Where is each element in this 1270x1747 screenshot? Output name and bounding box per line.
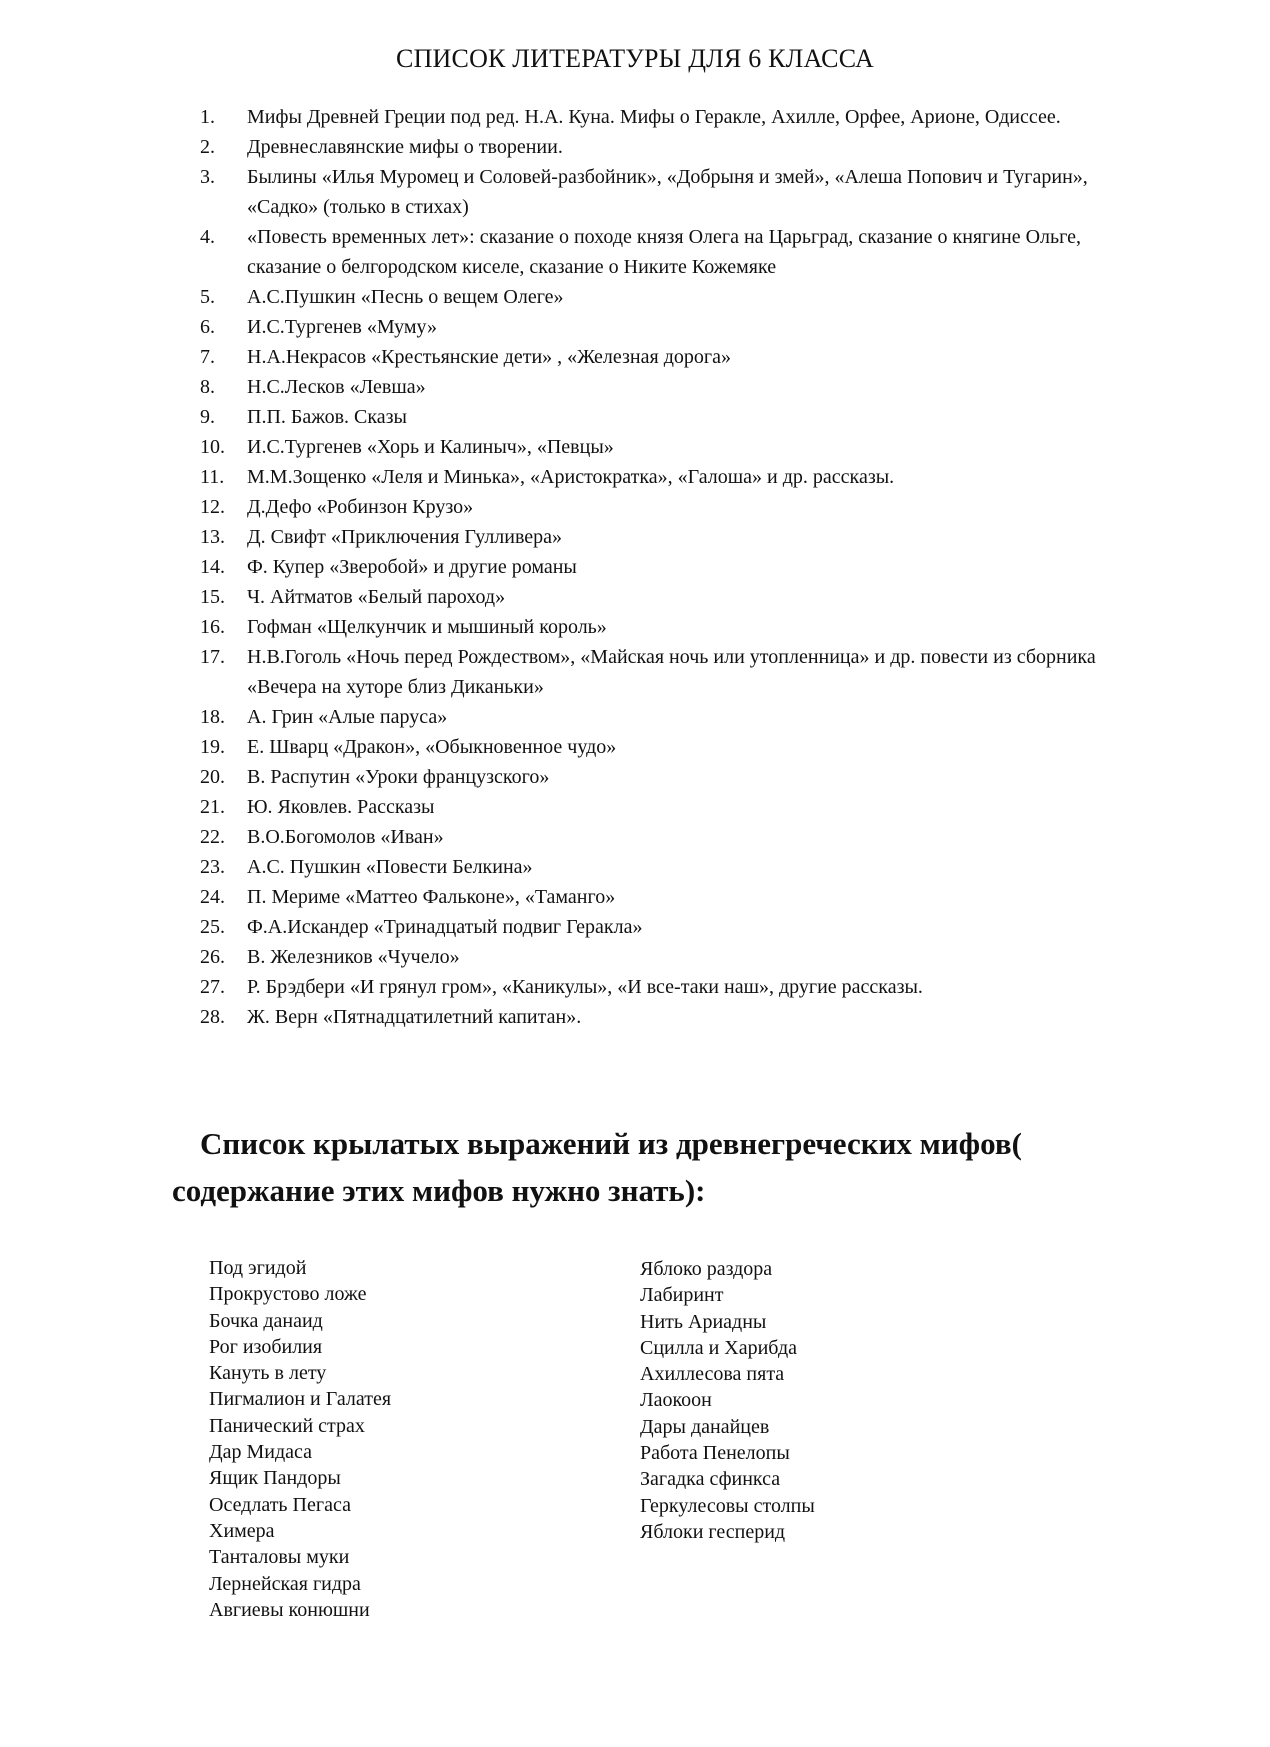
literature-item-text: А. Грин «Алые паруса»	[247, 706, 448, 728]
literature-item	[200, 312, 1160, 342]
literature-item-number: 17.	[200, 646, 225, 668]
idiom-item: Бочка данаид	[209, 1309, 323, 1332]
literature-item-text: Ч. Айтматов «Белый пароход»	[247, 586, 506, 608]
literature-item-text: М.М.Зощенко «Леля и Минька», «Аристократка», «Галоша» и др. рассказы.	[247, 466, 895, 488]
literature-item-number: 21.	[200, 796, 225, 818]
literature-item	[200, 852, 1160, 882]
literature-item	[200, 582, 1160, 612]
literature-item-text: Мифы Древней Греции под ред. Н.А. Куна. Мифы о Геракле, Ахилле, Орфее, Арионе, Одиссее.	[247, 106, 1061, 128]
idioms-list-right	[640, 1256, 1020, 1545]
literature-item	[200, 732, 1160, 762]
literature-item-number: 22.	[200, 826, 225, 848]
literature-item-text: «Повесть временных лет»: сказание о походе князя Олега на Царьград, сказание о княгине Ольге, сказание о белгородском киселе, сказание о Никите Кожемяке	[247, 226, 1081, 278]
literature-item	[200, 282, 1160, 312]
idiom-item: Дары данайцев	[640, 1415, 770, 1438]
literature-item-number: 27.	[200, 976, 225, 998]
idiom-item: Лабиринт	[640, 1284, 724, 1307]
literature-item-number: 26.	[200, 946, 225, 968]
idiom-item: Кануть в лету	[209, 1362, 327, 1385]
literature-item-number: 14.	[200, 556, 225, 578]
literature-item	[200, 372, 1160, 402]
literature-item-number: 5.	[200, 286, 215, 308]
literature-item-number: 23.	[200, 856, 225, 878]
literature-item	[200, 642, 1160, 702]
literature-item-text: Ю. Яковлев. Рассказы	[247, 796, 435, 818]
literature-item-text: Н.В.Гоголь «Ночь перед Рождеством», «Майская ночь или утопленница» и др. повести из сборника «Вечера на хуторе близ Диканьки»	[247, 646, 1096, 698]
idiom-item: Рог изобилия	[209, 1335, 323, 1358]
literature-item	[200, 882, 1160, 912]
literature-item-number: 24.	[200, 886, 225, 908]
literature-item-number: 9.	[200, 406, 215, 428]
literature-item-text: Р. Брэдбери «И грянул гром», «Каникулы», «И все-таки наш», другие рассказы.	[247, 976, 923, 998]
literature-item-number: 7.	[200, 346, 215, 368]
literature-item	[200, 132, 1160, 162]
literature-item-text: В.О.Богомолов «Иван»	[247, 826, 444, 848]
literature-item-number: 11.	[200, 466, 225, 488]
literature-item	[200, 402, 1160, 432]
literature-item	[200, 222, 1160, 282]
idiom-item: Химера	[209, 1519, 275, 1542]
literature-item-text: П. Мериме «Маттео Фальконе», «Таманго»	[247, 886, 616, 908]
idiom-item: Лаокоон	[640, 1389, 712, 1412]
literature-item-text: Д. Свифт «Приключения Гулливера»	[247, 526, 563, 548]
literature-item	[200, 552, 1160, 582]
literature-item	[200, 942, 1160, 972]
literature-item	[200, 972, 1160, 1002]
idiom-item: Яблоко раздора	[640, 1258, 773, 1280]
literature-item-number: 15.	[200, 586, 225, 608]
literature-item-text: Н.А.Некрасов «Крестьянские дети» , «Железная дорога»	[247, 346, 731, 368]
literature-item-number: 2.	[200, 136, 215, 158]
literature-item-text: Ф. Купер «Зверобой» и другие романы	[247, 556, 577, 578]
literature-item-number: 8.	[200, 376, 215, 398]
literature-item	[200, 432, 1160, 462]
idiom-item: Под эгидой	[209, 1257, 307, 1279]
literature-item-text: Ф.А.Искандер «Тринадцатый подвиг Геракла»	[247, 916, 643, 938]
literature-item-number: 6.	[200, 316, 215, 338]
idioms-section-title: Список крылатых выражений из древнегреческих мифов( содержание этих мифов нужно знать):	[172, 1126, 1022, 1208]
literature-item-text: П.П. Бажов. Сказы	[247, 406, 407, 428]
idiom-item: Сцилла и Харибда	[640, 1336, 798, 1359]
literature-item-text: Былины «Илья Муромец и Соловей-разбойник», «Добрыня и змей», «Алеша Попович и Тугарин», «Садко» (только в стихах)	[247, 166, 1088, 218]
literature-item-number: 1.	[200, 106, 215, 128]
literature-item-number: 20.	[200, 766, 225, 788]
literature-item	[200, 1002, 1160, 1032]
literature-item-number: 16.	[200, 616, 225, 638]
idiom-item: Геркулесовы столпы	[640, 1494, 815, 1517]
literature-item	[200, 822, 1160, 852]
literature-item-text: Д.Дефо «Робинзон Крузо»	[247, 496, 474, 518]
literature-item-number: 10.	[200, 436, 225, 458]
literature-item	[200, 522, 1160, 552]
literature-item-number: 13.	[200, 526, 225, 548]
literature-item	[200, 762, 1160, 792]
idiom-item: Ахиллесова пята	[640, 1363, 785, 1386]
literature-item-text: Е. Шварц «Дракон», «Обыкновенное чудо»	[247, 736, 617, 758]
idiom-item: Танталовы муки	[209, 1546, 350, 1569]
literature-item	[200, 702, 1160, 732]
literature-item	[200, 492, 1160, 522]
literature-item	[200, 792, 1160, 822]
literature-item-text: А.С. Пушкин «Повести Белкина»	[247, 856, 533, 878]
literature-item-text: В. Распутин «Уроки французского»	[247, 766, 550, 788]
literature-item-text: В. Железников «Чучело»	[247, 946, 460, 968]
literature-item	[200, 342, 1160, 372]
literature-list	[200, 102, 1160, 1032]
idiom-item: Прокрустово ложе	[209, 1283, 367, 1306]
literature-item-number: 12.	[200, 496, 225, 518]
idiom-item: Загадка сфинкса	[640, 1468, 781, 1491]
literature-item-number: 18.	[200, 706, 225, 728]
idiom-item: Нить Ариадны	[640, 1310, 767, 1333]
idiom-item: Авгиевы конюшни	[209, 1598, 370, 1621]
idiom-item: Пигмалион и Галатея	[209, 1388, 392, 1411]
literature-item	[200, 912, 1160, 942]
literature-item-text: Гофман «Щелкунчик и мышиный король»	[247, 616, 607, 638]
literature-item-number: 19.	[200, 736, 225, 758]
idiom-item: Ящик Пандоры	[209, 1467, 341, 1490]
literature-item-text: И.С.Тургенев «Хорь и Калиныч», «Певцы»	[247, 436, 614, 458]
idiom-item: Дар Мидаса	[209, 1441, 313, 1464]
literature-item-text: А.С.Пушкин «Песнь о вещем Олеге»	[247, 286, 564, 308]
literature-item	[200, 462, 1160, 492]
literature-item	[200, 612, 1160, 642]
page-title: СПИСОК ЛИТЕРАТУРЫ ДЛЯ 6 КЛАССА	[396, 44, 874, 73]
idiom-item: Работа Пенелопы	[640, 1442, 790, 1465]
literature-item-number: 3.	[200, 166, 215, 188]
idioms-list-left	[209, 1255, 589, 1623]
literature-item-text: Древнеславянские мифы о творении.	[247, 136, 563, 158]
literature-item-text: И.С.Тургенев «Муму»	[247, 316, 438, 338]
literature-item-number: 4.	[200, 226, 215, 248]
literature-item-text: Ж. Верн «Пятнадцатилетний капитан».	[247, 1006, 582, 1028]
literature-item-number: 28.	[200, 1006, 225, 1028]
literature-item	[200, 162, 1160, 222]
literature-item-number: 25.	[200, 916, 225, 938]
idiom-item: Лернейская гидра	[209, 1572, 361, 1595]
idiom-item: Оседлать Пегаса	[209, 1493, 351, 1516]
literature-item	[200, 102, 1160, 132]
idiom-item: Яблоки гесперид	[640, 1520, 786, 1543]
idiom-item: Панический страх	[209, 1414, 365, 1437]
literature-item-text: Н.С.Лесков «Левша»	[247, 376, 426, 398]
